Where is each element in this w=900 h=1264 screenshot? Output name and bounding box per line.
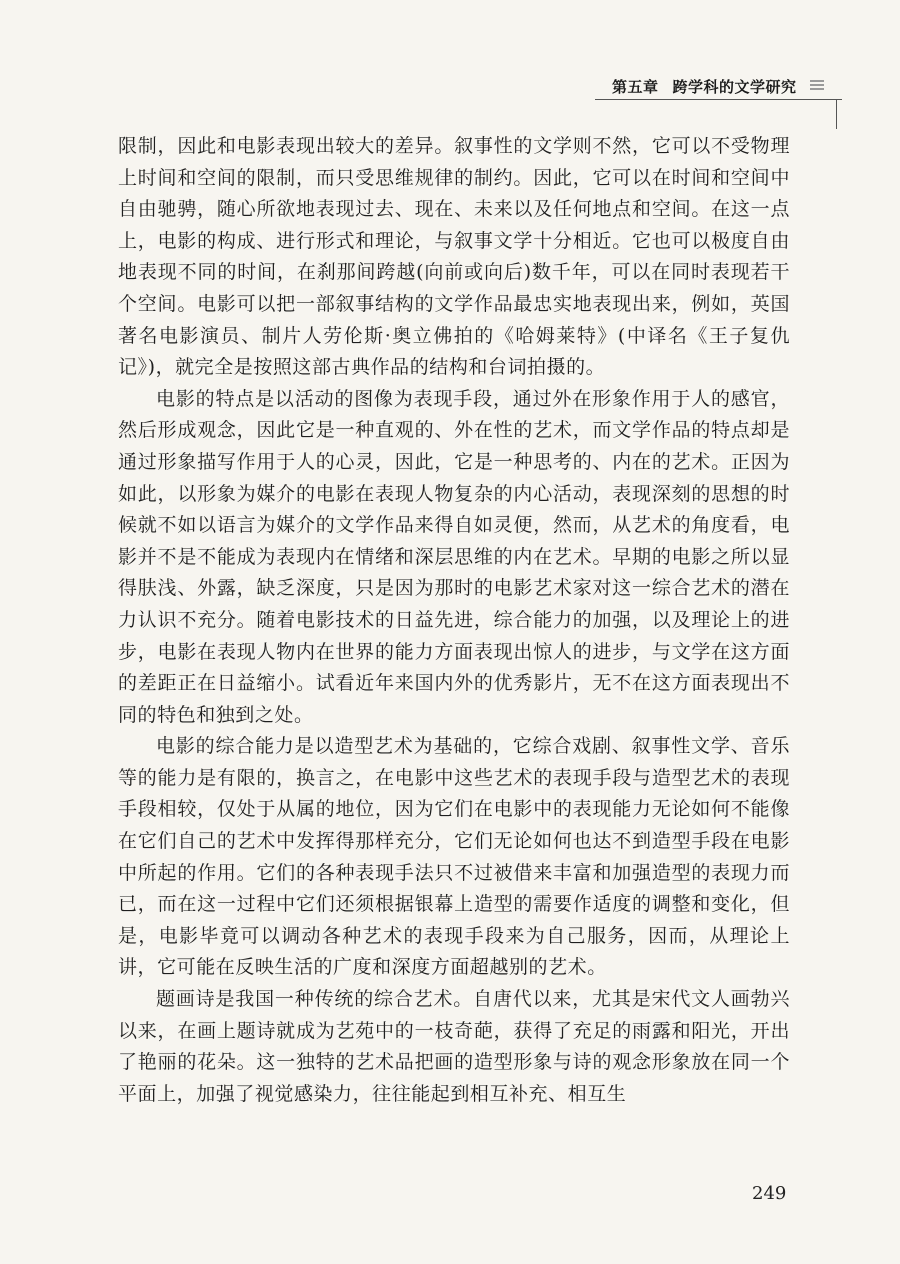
running-head	[612, 76, 842, 98]
running-head-marker	[810, 80, 824, 92]
header-rule-vertical	[836, 99, 837, 129]
body-text	[118, 131, 790, 1110]
chapter-title: 跨学科的文学研究	[672, 78, 797, 96]
chapter-label: 第五章	[612, 78, 659, 96]
paragraph: 限制，因此和电影表现出较大的差异。叙事性的文学则不然，它可以不受物理上时间和空间的限制，而只受思维规律的制约。因此，它可以在时间和空间中自由驰骋，随心所欲地表现过去、现在、未来以及任何地点和空间。在这一点上，电影的构成、进行形式和理论，与叙事文学十分相近。它也可以极度自由地表现不同的时间，在刹那间跨越(向前或向后)数千年，可以在同时表现若干个空间。电影可以把一部叙事结构的文学作品最忠实地表现出来，例如，英国著名电影演员、制片人劳伦斯·奥立佛拍的《哈姆莱特》(中译名《王子复仇记》)，就完全是按照这部古典作品的结构和台词拍摄的。	[118, 135, 790, 379]
running-head-text	[612, 76, 797, 97]
header-rule-horizontal	[595, 99, 842, 100]
paragraph: 题画诗是我国一种传统的综合艺术。自唐代以来，尤其是宋代文人画勃兴以来，在画上题诗就成为艺苑中的一枝奇葩，获得了充足的雨露和阳光，开出了艳丽的花朵。这一独特的艺术品把画的造型形象与诗的观念形象放在同一个平面上，加强了视觉感染力，往往能起到相互补充、相互生	[118, 988, 790, 1105]
paragraph: 电影的综合能力是以造型艺术为基础的，它综合戏剧、叙事性文学、音乐等的能力是有限的，换言之，在电影中这些艺术的表现手段与造型艺术的表现手段相较，仅处于从属的地位，因为它们在电影中的表现能力无论如何不能像在它们自己的艺术中发挥得那样充分，它们无论如何也达不到造型手段在电影中所起的作用。它们的各种表现手法只不过被借来丰富和加强造型的表现力而已，而在这一过程中它们还须根据银幕上造型的需要作适度的调整和变化，但是，电影毕竟可以调动各种艺术的表现手段来为自己服务，因而，从理论上讲，它可能在反映生活的广度和深度方面超越别的艺术。	[118, 735, 790, 979]
page-number: 249	[752, 1183, 787, 1204]
paragraph: 电影的特点是以活动的图像为表现手段，通过外在形象作用于人的感官，然后形成观念，因此它是一种直观的、外在性的艺术，而文学作品的特点却是通过形象描写作用于人的心灵，因此，它是一种思考的、内在的艺术。正因为如此，以形象为媒介的电影在表现人物复杂的内心活动，表现深刻的思想的时候就不如以语言为媒介的文学作品来得自如灵便，然而，从艺术的角度看，电影并不是不能成为表现内在情绪和深层思维的内在艺术。早期的电影之所以显得肤浅、外露，缺乏深度，只是因为那时的电影艺术家对这一综合艺术的潜在力认识不充分。随着电影技术的日益先进，综合能力的加强，以及理论上的进步，电影在表现人物内在世界的能力方面表现出惊人的进步，与文学在这方面的差距正在日益缩小。试看近年来国内外的优秀影片，无不在这方面表现出不同的特色和独到之处。	[118, 387, 790, 726]
